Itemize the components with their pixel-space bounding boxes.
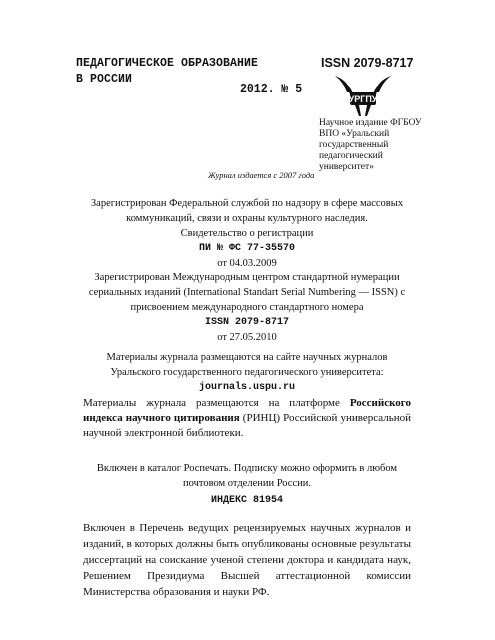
journal-title — [76, 56, 258, 88]
site-info — [83, 350, 411, 395]
rinc-suffix: (РИНЦ) Российской универсальной научной электронной библиотеки. — [83, 412, 412, 439]
issn-number: ISSN 2079-8717 — [204, 317, 289, 328]
university-logo — [333, 72, 393, 118]
rinc-bold: Российского индекса научного цитирования — [83, 397, 411, 424]
issn-date: от 27.05.2010 — [217, 332, 277, 343]
site-url: journals.uspu.ru — [198, 382, 295, 393]
registration-media — [83, 196, 411, 271]
journal-title-line1: ПЕДАГОГИЧЕСКОЕ ОБРАЗОВАНИЕ — [76, 57, 259, 70]
rinc-prefix: Материалы журнала размещаются на платформе — [83, 397, 350, 409]
vak-info: Включен в Перечень ведущих рецензируемых научных журналов и изданий, в которых должны быть опубликованы основные результаты диссертаций на соискание ученой степени доктора и кандидата наук, Решением Президиума Высшей аттестационной комиссии Министерства образования и науки РФ. — [83, 522, 411, 598]
founded-note: Журнал издается с 2007 года — [208, 170, 315, 180]
certificate-label: Свидетельство о регистрации — [180, 228, 314, 239]
catalog-text: Включен в каталог Роспечать. Подписку можно оформить в любом почтовом отделении России. — [96, 463, 398, 489]
rinc-info — [83, 396, 411, 441]
issn-header: ISSN 2079-8717 — [321, 56, 414, 70]
catalog-index: ИНДЕКС 81954 — [210, 495, 283, 506]
site-text: Материалы журнала размещаются на сайте научных журналов Уральского государственного педагогического университета: — [106, 352, 388, 378]
catalog-info — [83, 461, 411, 508]
certificate-date: от 04.03.2009 — [217, 258, 277, 269]
certificate-number: ПИ № ФС 77-35570 — [198, 243, 295, 254]
registration-issn — [83, 270, 411, 345]
svg-text:УРГПУ: УРГПУ — [348, 94, 378, 104]
registration-issn-text: Зарегистрирован Международным центром стандартной нумерации сериальных изданий (International Standart Serial Numbering — ISSN) с присвоением международного стандартного номера — [88, 272, 406, 313]
publisher-note: Научное издание ФГБОУ ВПО «Уральский государственный педагогический университет» — [319, 118, 422, 172]
journal-title-line2: В РОССИИ — [76, 73, 133, 86]
issue-number: 2012. № 5 — [240, 83, 303, 96]
registration-media-text: Зарегистрирован Федеральной службой по надзору в сфере массовых коммуникаций, связи и охраны культурного наследия. — [90, 198, 404, 224]
